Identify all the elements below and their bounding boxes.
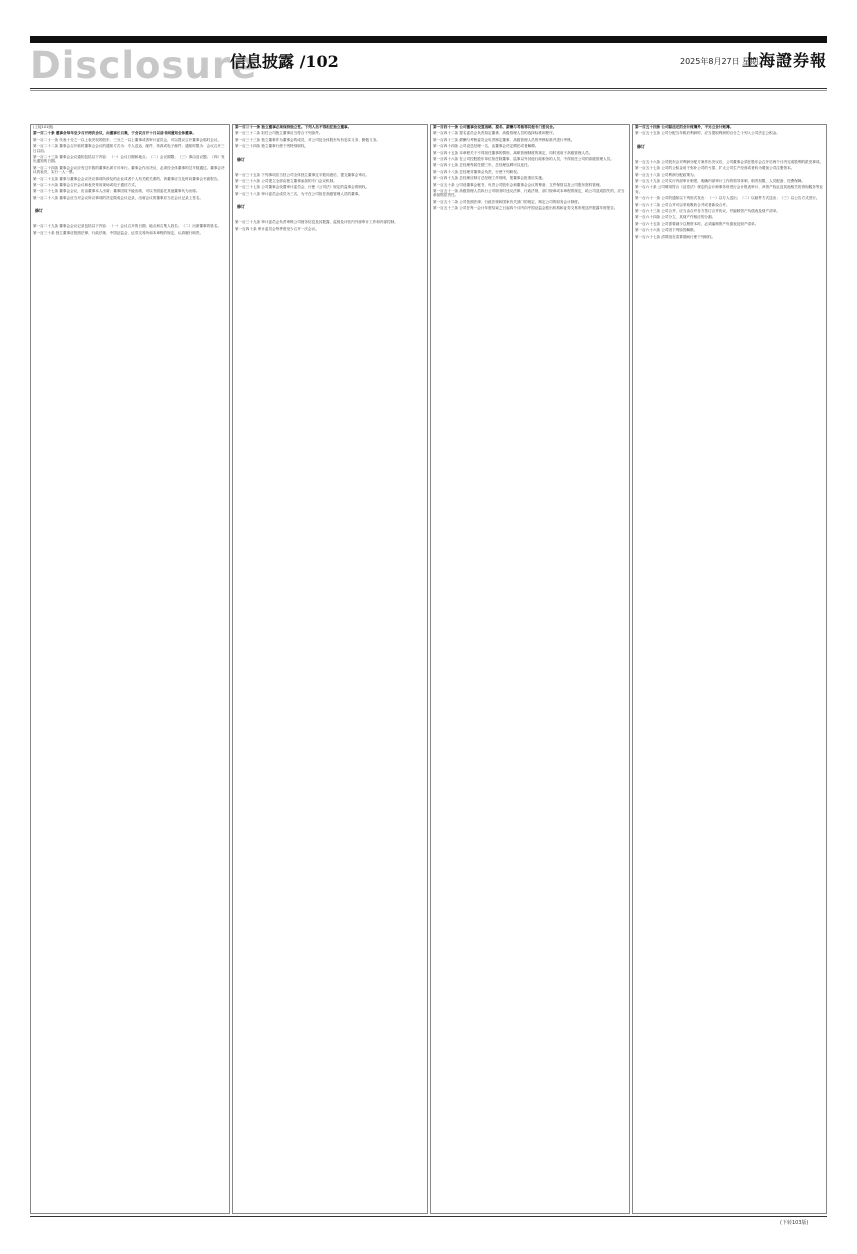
- clause: 第一百四十条 审计委员会每季度至少召开一次会议。: [235, 226, 319, 231]
- intro-marker: (上接101版): [33, 125, 54, 129]
- clause: 第一百六十五条 公司需要减少注册资本时，必须编制资产负债表及财产清单。: [635, 221, 759, 226]
- top-rule: [30, 36, 827, 43]
- clause: 第一百二十七条 董事会会议，应由董事本人出席；董事因故不能出席，可以书面委托其他董事代为出席。: [33, 189, 200, 194]
- clause: 第一百四十四条 公司设总经理一名，由董事会决定聘任或者解聘。: [433, 144, 539, 149]
- text-column-1: [30, 124, 230, 1214]
- clause: 第一百五十五条 公司分配当年税后利润时，应当提取利润的百分之十列入公司法定公积金。: [635, 131, 780, 136]
- clause: 第一百六十一条 公司的通知以下列形式发出：（一）以专人送出；（二）以邮件方式送出；（三）以公告方式进行。: [635, 196, 820, 201]
- clause: 第一百六十六条 公司因下列原因解散。: [635, 228, 698, 233]
- section-title: 信息披露 /102: [230, 52, 339, 71]
- no-revision-note: 修订: [237, 204, 245, 210]
- clause: 第一百三十四条 独立董事行使下列特别职权。: [235, 144, 309, 149]
- clause: 第一百三十三条 独立董事作为董事会的成员，对公司及全体股东负有忠实义务、勤勉义务。: [235, 137, 380, 142]
- clause: 第一百五十九条 公司实行内部审计制度，明确内部审计工作的领导体制、职责权限、人员配备、经费保障。: [635, 179, 806, 184]
- header-rule-thin: [30, 90, 827, 91]
- clause: 第一百四十三条 薪酬与考核委员会负责制定董事、高级管理人员的考核标准并进行考核。: [433, 137, 575, 142]
- clause: 第一百四十一条 公司董事会设置战略、提名、薪酬与考核等其他专门委员会。: [433, 125, 557, 129]
- clause: 第一百二十九条 董事会会议记录包括以下内容：（一）会议召开的日期、地点和召集人姓名；（二）出席董事的姓名。: [33, 224, 222, 229]
- text-column-4: [632, 124, 827, 1214]
- clause: 第一百二十六条 董事会召开会议和表决采用现场或电子通信方式。: [33, 183, 139, 188]
- newspaper-logo: 上海證券報: [741, 51, 827, 70]
- clause: 第一百二十二条 董事会召开临时董事会会议的通知方式为：专人送达、邮件、传真或电子邮件；通知时限为：会议召开三日以前。: [33, 144, 225, 153]
- dateline: 2025年8月27日 星期三: [680, 57, 767, 66]
- clause: 第一百二十条 董事会每年至少召开两次会议，由董事长召集，于会议召开十日以前书面通知全体董事。: [33, 131, 196, 136]
- text-column-3: [430, 124, 630, 1214]
- clause: 第一百六十七条 清算组在清算期间行使下列职权。: [635, 234, 716, 239]
- footer-rule: [30, 1216, 827, 1217]
- clause: 第一百三十条 独立董事应按照法律、行政法规、中国证监会、证券交易所和本章程的规定，认真履行职责。: [33, 230, 204, 235]
- no-revision-note: 修订: [637, 143, 645, 149]
- clause: 第一百二十四条 董事会会议应有过半数的董事出席方可举行。董事会作出决议，必须经全体董事的过半数通过。董事会决议的表决，实行一人一票。: [33, 165, 225, 175]
- clause: 第一百三十八条 审计委员会成员为三名，为不在公司担任高级管理人员的董事。: [235, 191, 362, 196]
- clause: 第一百五十八条 公司利润分配政策为。: [635, 172, 698, 177]
- clause: 第一百四十八条 总经理对董事会负责，行使下列职权。: [433, 169, 521, 174]
- clause: 第一百六十条 公司聘用符合《证券法》规定的会计师事务所进行会计报表审计、净资产验证及其他相关的咨询服务等业务。: [635, 185, 824, 194]
- clause: 第一百六十二条 公司合并可以采取吸收合并或者新设合并。: [635, 202, 730, 207]
- clause: 第一百二十五条 董事与董事会会议决议事项所涉及的企业或者个人有关联关系的，该董事应当及时向董事会书面报告。: [33, 176, 222, 181]
- clause: 第一百四十二条 提名委员会负责拟定董事、高级管理人员的选择标准和程序。: [433, 131, 557, 136]
- clause: 第一百三十九条 审计委员会负责审核公司财务信息及其披露、监督及评估内外部审计工作和内部控制。: [235, 220, 398, 225]
- clause: 第一百四十五条 本章程关于不得担任董事的情形、离职管理制度的规定，同时适用于高级管理人员。: [433, 150, 593, 155]
- clause: 第一百三十二条 担任公司独立董事应当符合下列条件。: [235, 131, 323, 136]
- clause: 第一百五十三条 公司在每一会计年度结束之日起四个月内向中国证监会派出机构和证券交易所报送并披露年度报告。: [433, 206, 618, 211]
- no-revision-note: 修订: [237, 156, 245, 162]
- clause: 第一百五十七条 公司的公积金用于弥补公司的亏损、扩大公司生产经营或者转为增加公司注册资本。: [635, 166, 795, 171]
- page-header: [30, 46, 827, 86]
- clause: 第一百四十九条 总经理应制订总经理工作细则，报董事会批准后实施。: [433, 176, 546, 181]
- clause: 第一百四十七条 总经理每届任期三年，总经理连聘可以连任。: [433, 163, 532, 168]
- clause: 第一百四十六条 在公司控股股东单位担任除董事、监事以外其他行政职务的人员，不得担任公司的高级管理人员。: [433, 157, 614, 162]
- clause: 第一百二十一条 代表十分之一以上表决权的股东、三分之一以上董事或者审计委员会，可以提议召开董事会临时会议。: [33, 137, 222, 142]
- brand-title: Disclosure: [30, 44, 258, 87]
- no-revision-note: 修订: [35, 208, 43, 214]
- continued-note: (下转103版): [780, 1220, 809, 1226]
- clause: 第一百三十七条 公司董事会设置审计委员会，行使《公司法》规定的监事会的职权。: [235, 185, 370, 190]
- header-rule: [30, 88, 827, 89]
- clause: 第一百五十二条 公司依照法律、行政法规和国家有关部门的规定，制定公司的财务会计制度。: [433, 199, 582, 204]
- clause: 第一百五十六条 公司股东会对利润分配方案作出决议后，公司董事会须在股东会召开后两个月内完成股利的派发事项。: [635, 159, 824, 164]
- clause: 第一百五十一条 高级管理人员执行公司职务时违反法律、行政法规、部门规章或本章程的规定，给公司造成损失的，应当承担赔偿责任。: [433, 189, 625, 198]
- clause: 第一百六十三条 公司合并，应当由合并各方签订合并协议，并编制资产负债表及财产清单。: [635, 209, 780, 214]
- clause: 第一百六十四条 公司分立，其财产作相应的分割。: [635, 215, 716, 220]
- clause: 第一百二十三条 董事会会议通知包括以下内容：（一）会议日期和地点；（二）会议期限；（三）事由及议题；（四）发出通知的日期。: [33, 155, 225, 164]
- clause: 第一百五十四条 公司除法定的会计账簿外，不另立会计账簿。: [635, 125, 734, 129]
- text-column-2: [232, 124, 428, 1214]
- clause: 第一百三十五条 下列事项应当经公司全体独立董事过半数同意后，提交董事会审议。: [235, 172, 370, 177]
- clause: 第一百二十八条 董事会应当对会议所议事项的决定做成会议记录，出席会议的董事应当在会议记录上签名。: [33, 195, 204, 200]
- clause: 第一百三十六条 公司建立全部由独立董事参加的专门会议机制。: [235, 179, 337, 184]
- clause: 第一百三十一条 独立董事必须保持独立性。下列人员不得担任独立董事。: [235, 125, 352, 129]
- clause: 第一百五十条 公司设董事会秘书，负责公司股东会和董事会会议的筹备、文件保管以及公司股东资料管理。: [433, 182, 604, 187]
